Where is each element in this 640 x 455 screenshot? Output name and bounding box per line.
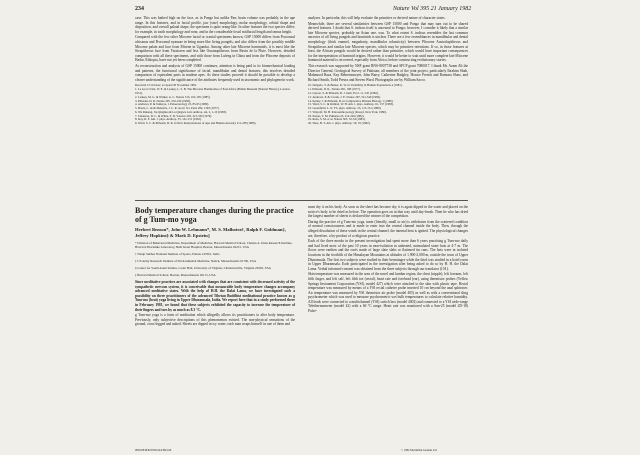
paragraph: g Tum-mo yoga is a form of meditation which allegedly allows its practitioners to alter body temperature. Previously, only subjective descriptions of this phenomenon existed. The non-physical sensations of the ground, cross-legged and naked. Sheets are dipped in icy water, each man wraps himself in one of them and [135, 313, 295, 327]
affiliation: || Harvard Medical School, Boston, Massachusetts 02115, USA [135, 273, 216, 277]
reference-item: 7. Johanson, D. C. & White, T. D. Science 203, 321-330 (1979). [135, 113, 212, 118]
reference-item: 9. Ward, S. C. & Pilbeam, D. R. in New Interpretations of Ape and Human Ancestry 211-238 (1983). [135, 121, 257, 126]
journal-header: Nature Vol 395 21 January 1982 [393, 6, 472, 12]
affiliation: ‡ US Army Research Institute of Environmental Medicine, Natick, Massachusetts 01760, USA [135, 259, 257, 263]
reference-item: 4. Andrews, P. & Tekkaya, I. Palaeontology 23, 85-95 (1980). [135, 102, 210, 107]
reference-item: 8. Kay, R. F. Am. J. phys. Anthrop. 55, 141-151 (1981). [135, 117, 202, 122]
reference-item: 15. Ward, S. C. & Kimbel, W. H. Am. J. phys. Anthrop. 61, 157 (1983). [308, 102, 394, 107]
section-divider [135, 200, 468, 201]
reference-item: 17. Wolpoff, M. H. Paleoanthropology (Knopf, New York, 1980). [308, 109, 387, 114]
paragraph: As reconstruction and analysis of GSP 15000 continues, attention is being paid to its biomechanical loading and patterns, the functional significance of facial, mandibular and dental features; this involves detailed comparison of equivalent parts in modern apes. As these studies proceed it should be possible to develop a clearer understanding of the significance of the attributes frequently used in taxonomic and phylogenetic work. [135, 63, 295, 82]
reference-list [135, 84, 295, 126]
reference-item: 20. Shea, B. T. Am. J. phys. Anthrop. 59, 35 (1982). [308, 121, 371, 126]
page-number: 234 [135, 6, 144, 12]
affiliation: § Center for South Asian Studies, Cedar Hall, University of Virginia, Charlottesville, Virginia 22903, USA [135, 266, 271, 270]
footer-copyright: © 1982 Macmillan Journals Ltd [401, 449, 437, 452]
reference-list [308, 84, 468, 126]
paragraph: This research was supported by NSF grant BNS-8007738 and SFCP grant 7080017. I thank Mr. Azam Ali the Director General, Geological Survey of Pakistan; all members of the joint project, particularly Ibrahim Shah, Mahmood Raza, Kay Behrensmeyer, John Barry, Catherine Badgley, Horace French and Ramona Shaw, and Richard Smith, Todd Preuss and Steven Ward. Photographs are by William Sacco. [308, 63, 468, 82]
reference-item: 6. Wu Rukang, Xu Qinghua & Lu Qingwu Acta anthrop. sin. 2, 1-10 (1983). [135, 109, 227, 114]
paragraph: Each of the three monks in the present investigation had spent more than 6 years practising g Tum-mo daily and had lived most of the past 10 years in near-isolation in unheated, uninsulated stone huts at 4-7 m. The floors were earthen and the roofs made of large slate slabs or flattened tin cans. The huts were in isolated locations in the foothills of the Himalayan Mountains at altitudes of 1,900-2,000 m, outside the town of Upper Dharamsala. The first two subjects were studied in their hermitages while the third was studied in a hotel room in Upper Dharamsala. Each participated in the investigation after being asked to do so by H. H. the Dalai Lama. Verbal informed consent was obtained from the three subjects through our translator (J.H.). [308, 239, 468, 271]
reference-item: 14. Kelley, J. & Pilbeam, D. in Comparative Primate Biology 1 (1986). [308, 98, 394, 103]
reference-item: 18. Preuss, T. M. Primates 23, 212-226 (1982). [308, 113, 365, 118]
paragraph: Skin temperature was measured in the area of the navel and lumbar region, the chest (nipple), left forearm, left fifth finger, and left calf, left fifth toe (rectal), heart rate and forehead (ear), using thermistor probes (Yellow Springs Instrument Corporation (YSI), model 427) which were attached to the skin with plastic tape. Rectal temperature was measured by means of a YSI rectal catheter probe inserted 10 cm beyond the anal sphincter. Air temperature was measured by YSI thermistor air probe (model 405) as well as with a conventional sling psychrometer which was used to measure psychrometric wet bulb temperatures to calculate relative humidity. All leads were connected to a multichannel (YSI) switch box (model 4002) and connected to a YSI wide-range Telethermometer (model 42) with a 60 °C range. Heart rate was monitored with a Sun-25 (model 2D-18) Pulse- [308, 272, 468, 314]
reference-item: 12. Lipson, S. & Pilbeam, D. J. hum. Evol. 11, 545 (1982). [308, 90, 379, 95]
reference-item: 10. Delgado, V. & Butzer, K. W. in Variability in Human Populations 4 (1981). [308, 83, 403, 88]
reference-item: 16. Greenfield, L. O. Yb. phys. Anthrop. 23, 115-131 (1980). [308, 106, 382, 111]
reference-item: 19. Raza, S. M. et al. Nature 305, 52-54 (1983). [308, 117, 366, 122]
article-title: Body temperature changes during the practice of g Tum-mo yoga [135, 206, 294, 224]
paragraph: During the practice of g Tum-mo yoga, inner (literally, small or air) is withdrawn from the scattered condition of normal consciousness and is made to enter into the central channel inside the body. Then, through the alleged dissolution of these winds in the central channel, the internal heat is ignited. The physiological changes are, therefore, a by-product of a religious practice. [308, 219, 468, 238]
reference-item: 11. Pilbeam, D. R., Nature 265, 108 (1977). [308, 87, 361, 92]
article-authors: Herbert Benson*, John W. Lehmann*, M. S. Malhotra†, Ralph F. Goldman‡, Jeffrey Hopkins§ & Mark D. Epstein|| [135, 227, 286, 238]
reference-item: 13. Andrews, P. & Cronin, J. E. Nature 297, 541-546 (1982). [308, 94, 381, 99]
reference-item: 2. Leakey, M. G. & Walker, A. C. Nature 313, 102-105 (1985). [135, 94, 211, 99]
reference-item: 5. Bonis, L. de & Melentis, J. C. R. Acad. Sci. Paris 284, 1393 (1977). [135, 106, 220, 111]
column-3 [135, 205, 295, 328]
paragraph: analyses. In particular, this will help evaluate the primitive or derived nature of character states. [308, 16, 446, 20]
footer-issn: 0028-0836/82/030234-03$01.00 [135, 449, 172, 452]
paragraph: case. This was bathed high on the face, as in Pongo but unlike Pan; brain volume was probably in the ape range. In this features, and in facial profile, jaw (size) morphology, molar morphology, orbital shape and disposition, and overall palatal shape, the specimen is quite orang-like. In other features the two species differ; for example, in tooth morphology and wear, and in the considerable fossil midfacial length and ramus height. [135, 16, 295, 34]
paragraph: must dry it on his body. As soon as the sheet has become dry, it is again dipped in the water and placed on the novice's body to be dried as before. The operation goes on in that way until day-break. Then he who has dried the largest number of sheets is declared the winner of the competition. [308, 205, 468, 219]
reference-item: 3. Pilbeam, D. R. Nature 295, 232-234 (1982). [135, 98, 191, 103]
abstract: Since meditative practices are associated with changes that are consistent with decreased activity of the sympathetic nervous system, it is conceivable that measurable body temperature changes accompany advanced meditative states. With the help of H.H. the Dalai Lama, we have investigated such a possibility on three practitioners of the advanced Tibetan Buddhist meditational practice known as g Tum-mo (heat) yoga living in Upper Dharamsala, India. We report here that in a study performed there in February 1981, we found that these subjects exhibited the capacity to increase the temperature of their fingers and toes by as much as 8.3 °C. [135, 280, 295, 312]
reference-item: 1. Le Gros Clark, W. E. & Leakey, L. S. B. The Miocene Hominoidea of East Africa (British Museum (Natural History), London, 1951). [135, 87, 291, 95]
paragraph: Compared with the few other Miocene facial or cranial specimens known, GSP 15000 differs from Proconsul africanus and Proconsul nyanzae in being more like living pongids, and also differs from the possibly middle Miocene palate and face from Micene in Ugandai. Among other late Miocene hominoids, it is most like the Sivapithecus face from Yassioren and less like Ouranopithecus from Ravin de la Pluie. However, detailed comparison with all these specimens, and with those from Lufeng in China and from the Pliocene deposits of Hadar, Ethiopia, have not yet been completed. [135, 35, 295, 63]
paragraph: Meanwhile, there are several similarities between GSP 15000 and Pongo that may turn out to be shared derived features. I doubt that S. indicus itself is ancestral to Pongo; however, I consider it likely that a similar late Miocene species, probably an Asian one, was. To what extent S. indicus resembles the last common ancestor of all living pongids and hominids is unclear. There are a few resemblances in mandibular and dental morphology (thick enamel, megadonty, mandibular robusticity) between Pliocene Australopithecus and Sivapithecus and similar late Miocene species, which may be primitive retentions. If so, in those features at least, the African pongids would be derived rather than primitive, which would have important consequences for the interpretation of hominid origins. However, it would be better to wait until more complete late Miocene hominoid material is recovered, especially from Africa, before constructing evolutionary stories. [308, 21, 468, 63]
received-date: Received 15 October; accepted 30 November 1981. [135, 83, 198, 88]
affiliation: † Netaji Subhas National Institute of Sports, Patiala 147001, India [135, 252, 220, 256]
column-2 [308, 16, 468, 126]
affiliation: * Division of Behavioral Medicine, Department of Medicine, Harvard Medical School, Charles A. Dana Research Institute, Harvard-Thorndike Laboratory, Beth Israel Hospital, Boston, Massachusetts 02215, USA [135, 241, 293, 249]
column-1 [135, 16, 295, 126]
column-4 [308, 205, 468, 315]
